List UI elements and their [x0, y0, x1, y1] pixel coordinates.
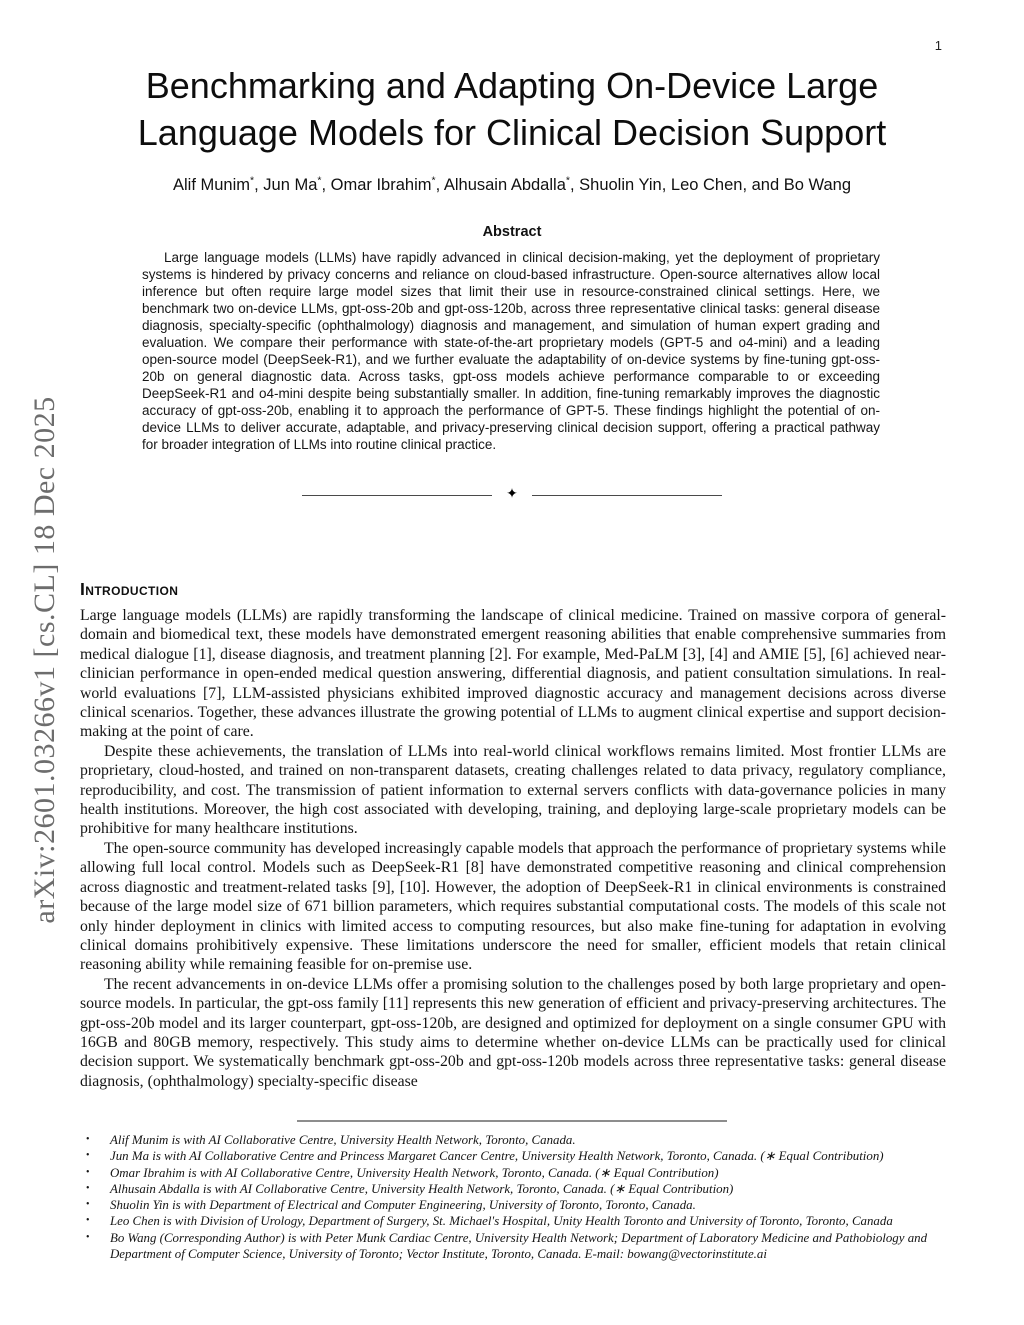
author-name: Shuolin Yin, — [579, 175, 671, 194]
author-name: Jun Ma*, — [263, 174, 331, 194]
footnote-text: Bo Wang (Corresponding Author) is with Peter Munk Cardiac Centre, University Health Network; Department of Laboratory Medicine and Pathobiology and Department of Computer Science, University of Toronto; Vector Institute, Toronto, Canada. E-mail: bowang@vectorinstitute.ai — [110, 1230, 928, 1262]
bullet-icon: • — [86, 1134, 90, 1145]
footnote-item — [80, 1132, 946, 1148]
author-name: Leo Chen, — [670, 175, 752, 194]
footnote-list — [80, 1132, 946, 1262]
footnote-text: Alif Munim is with AI Collaborative Centre, University Health Network, Toronto, Canada. — [110, 1133, 576, 1147]
footnote-text: Jun Ma is with AI Collaborative Centre and Princess Margaret Cancer Centre, University Health Network, Toronto, Canada. (∗ Equal Contribution) — [110, 1149, 884, 1164]
author-asterisk-mark: * — [250, 174, 255, 186]
body-paragraph: The open-source community has developed increasingly capable models that approach the performance of proprietary systems while allowing full local control. Models such as DeepSeek-R1 [8] have demonstrated competitive reasoning and clinical comprehension across diagnostic and treatment-related tasks [9], [10]. However, the adoption of DeepSeek-R1 in clinical environments is constrained because of the large model size of 671 billion parameters, which requires substantial computational costs. The models of this scale not only hinder deployment in clinics with limited access to computing resources, but also make fine-tuning for adaptation in evolving clinical domains prohibitively expensive. These limitations underscore the need for smaller, efficient models that retain clinical reasoning ability while remaining feasible for on-premise use. — [80, 839, 946, 974]
footnote-text: Omar Ibrahim is with AI Collaborative Centre, University Health Network, Toronto, Canada. (∗ Equal Contribution) — [110, 1165, 719, 1180]
paper-title — [60, 62, 964, 156]
footnote-item — [80, 1148, 946, 1164]
author-asterisk-mark: * — [317, 174, 322, 186]
introduction-body — [80, 606, 946, 1091]
author-separator: , — [435, 175, 444, 194]
section-divider — [0, 487, 1024, 503]
bullet-icon: • — [86, 1199, 90, 1211]
author-separator: , — [742, 175, 752, 194]
title-line-1: Benchmarking and Adapting On-Device Large — [145, 65, 879, 106]
author-separator: , — [569, 175, 580, 194]
introduction-heading: Introduction — [80, 579, 179, 599]
bullet-icon: • — [86, 1182, 90, 1194]
footnote-item — [80, 1213, 946, 1229]
bullet-icon: • — [86, 1166, 90, 1178]
bullet-icon: • — [86, 1150, 90, 1162]
author-separator: , — [254, 175, 264, 194]
author-name: and Bo Wang — [751, 175, 851, 194]
bullet-icon: • — [86, 1231, 90, 1243]
author-name: Alif Munim*, — [172, 174, 264, 194]
diamond-ornament-icon: ✦ — [506, 487, 518, 502]
footnote-text: Alhusain Abdalla is with AI Collaborative Centre, University Health Network, Toronto, Canada. (∗ Equal Contribution) — [110, 1181, 734, 1196]
divider-line-right — [532, 495, 722, 496]
body-paragraph: The recent advancements in on-device LLMs offer a promising solution to the challenges posed by both large proprietary and open-source models. In particular, the gpt-oss family [11] represents this new generation of efficient and privacy-preserving architectures. The gpt-oss-20b model and its larger counterpart, gpt-oss-120b, are designed and optimized for deployment on a single consumer GPU with 16GB and 80GB memory, respectively. This study aims to determine whether on-device LLMs can be practically used for clinical decision support. We systematically benchmark gpt-oss-20b and gpt-oss-120b models across three representative tasks: general disease diagnosis, (ophthalmology) specialty-specific disease — [80, 975, 946, 1090]
body-paragraph: Despite these achievements, the translation of LLMs into real-world clinical workflows remains limited. Most frontier LLMs are proprietary, cloud-hosted, and trained on non-transparent datasets, creating challenges related to data privacy, regulatory compliance, reproducibility, and cost. The transmission of patient information to external servers conflicts with data-governance policies in many health institutions. Moreover, the high cost associated with developing, training, and deploying large-scale proprietary models can be prohibitive for many healthcare institutions. — [80, 742, 946, 838]
footnote-text: Shuolin Yin is with Department of Electrical and Computer Engineering, University of Toronto, Toronto, Canada. — [110, 1198, 696, 1213]
bullet-icon: • — [86, 1215, 90, 1227]
abstract-text: Large language models (LLMs) have rapidly advanced in clinical decision-making, yet the deployment of proprietary systems is hindered by privacy concerns and reliance on cloud-based infrastructure. Open-source alternatives allow local inference but often require large model sizes that limit their use in resource-constrained clinical settings. Here, we benchmark two on-device LLMs, gpt-oss-20b and gpt-oss-120b, across three representative clinical tasks: general disease diagnosis, specialty-specific (ophthalmology) diagnosis and management, and simulation of human expert grading and evaluation. We compare their performance with state-of-the-art proprietary models (GPT-5 and o4-mini) and a leading open-source model (DeepSeek-R1), and we further evaluate the adaptability of on-device systems by fine-tuning gpt-oss-20b on general diagnostic data. Across tasks, gpt-oss models achieve performance comparable to or exceeding DeepSeek-R1 and o4-mini despite being substantially smaller. In addition, fine-tuning remarkably improves the diagnostic accuracy of gpt-oss-20b, enabling it to approach the performance of GPT-5. These findings highlight the potential of on-device LLMs to deliver accurate, adaptable, and privacy-preserving clinical decision support, offering a practical pathway for broader integration of LLMs into routine clinical practice. — [142, 250, 880, 452]
author-separator: , — [661, 175, 671, 194]
author-asterisk-mark: * — [431, 174, 436, 186]
footnote-item — [80, 1165, 946, 1181]
author-name: Omar Ibrahim*, — [330, 174, 444, 194]
arxiv-stamp: arXiv:2601.03266v1 [cs.CL] 18 Dec 2025 — [28, 396, 61, 924]
footnote-item — [80, 1181, 946, 1197]
body-paragraph: Large language models (LLMs) are rapidly transforming the landscape of clinical medicine. Trained on massive corpora of general-domain and biomedical text, these models have demonstrated emergent reasoning abilities that enable comprehensive summaries from medical dialogue [1], disease diagnosis, and treatment planning [2]. For example, Med-PaLM [3], [4] and AMIE [5], [6] achieved near-clinician performance in open-ended medical question answering, differential diagnosis, and patient consultation simulations. In real-world evaluations [7], LLM-assisted physicians exhibited improved diagnostic accuracy and management decisions across diverse clinical scenarios. Together, these advances illustrate the growing potential of LLMs to augment clinical expertise and support decision-making at the point of care. — [80, 607, 946, 741]
footnote-text: Leo Chen is with Division of Urology, Department of Surgery, St. Michael's Hospital, Unity Health Toronto and University of Toronto, Toronto, Canada — [110, 1214, 893, 1229]
footnote-rule — [297, 1120, 727, 1122]
page-number: 1 — [934, 38, 942, 53]
divider-line-left — [302, 495, 492, 496]
author-asterisk-mark: * — [565, 174, 570, 186]
author-separator: , — [321, 175, 331, 194]
abstract-heading: Abstract — [482, 224, 542, 240]
author-name: Alhusain Abdalla*, — [443, 174, 580, 194]
title-line-2: Language Models for Clinical Decision Support — [137, 112, 887, 153]
footnote-item — [80, 1230, 946, 1263]
author-line — [40, 174, 984, 195]
footnote-item — [80, 1197, 946, 1213]
